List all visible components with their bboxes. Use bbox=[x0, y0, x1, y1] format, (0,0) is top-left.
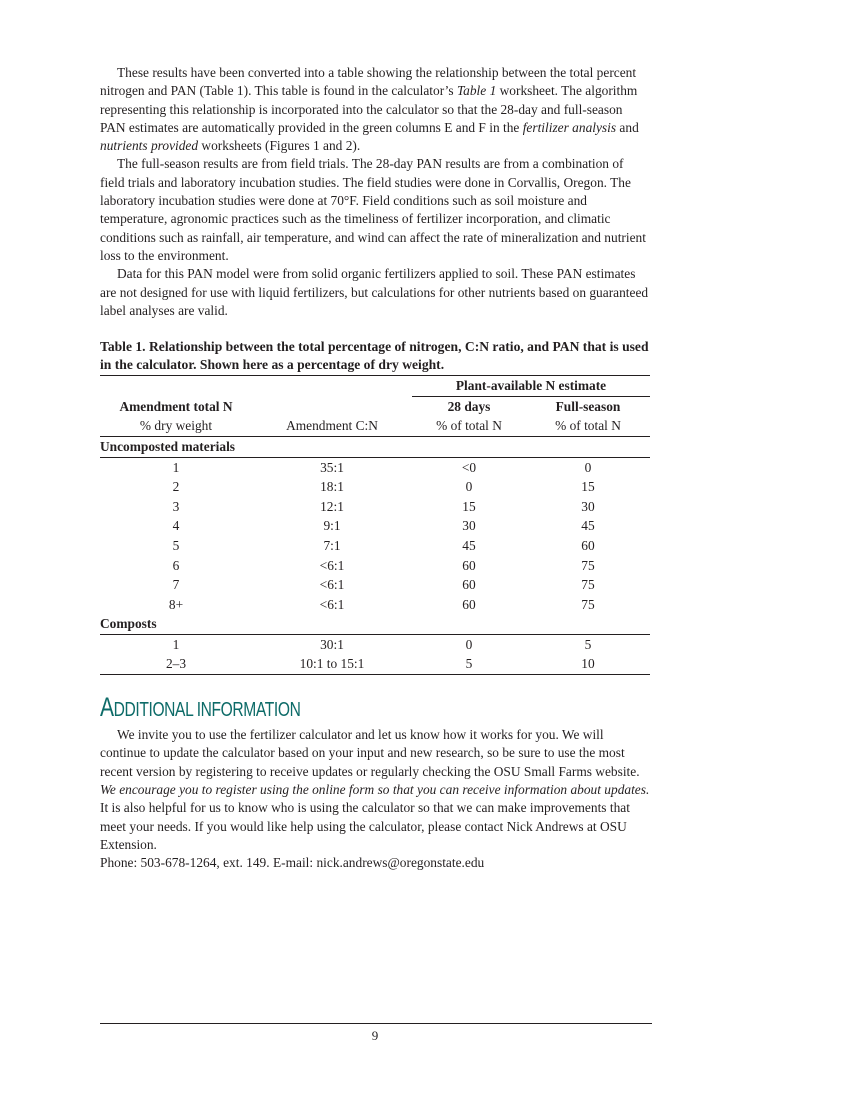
table-cell: 35:1 bbox=[320, 459, 344, 475]
col1-header-line1: Amendment total N bbox=[119, 398, 233, 414]
contact-line: Phone: 503-678-1264, ext. 149. E-mail: nick.andrews@oregonstate.edu bbox=[100, 855, 485, 871]
table-row bbox=[100, 457, 650, 477]
table-cell: 60 bbox=[462, 557, 476, 573]
table-cell: 75 bbox=[581, 577, 595, 593]
table-cell: 6 bbox=[172, 557, 180, 573]
section-label: Uncomposted materials bbox=[100, 436, 650, 457]
intro-paragraph-1 bbox=[100, 64, 650, 155]
col3-header-line1: 28 days bbox=[447, 398, 491, 414]
section-row-composts bbox=[100, 614, 650, 634]
header-blank bbox=[252, 396, 412, 416]
section-heading bbox=[100, 693, 529, 724]
text-run: These results have been converted into a table showing the relationship between the total percent nitrogen and PAN (Table 1). This table is found in the calculator’s bbox=[100, 65, 637, 99]
table-cell: 0 bbox=[465, 636, 473, 652]
table-cell: <6:1 bbox=[319, 596, 345, 612]
italic-run: We encourage you to register using the online form so that you can receive information about updates. bbox=[100, 781, 650, 797]
header-blank bbox=[252, 376, 412, 397]
table-row bbox=[100, 536, 650, 556]
pan-table bbox=[100, 375, 650, 675]
section-row-uncomposted bbox=[100, 436, 650, 457]
table-row bbox=[100, 575, 650, 595]
text-run: It is also helpful for us to know who is using the calculator so that we can make improvements that meet your needs. If you would like help using the calculator, please contact Nick Andrews at OSU Extension. bbox=[100, 800, 630, 852]
table-cell: 4 bbox=[172, 518, 180, 534]
table-cell: 15 bbox=[581, 479, 595, 495]
table-cell: <6:1 bbox=[319, 557, 345, 573]
additional-paragraph bbox=[100, 726, 650, 854]
col4-header-line1: Full-season bbox=[555, 398, 621, 414]
table-cell: 8+ bbox=[168, 596, 184, 612]
table-cell: 75 bbox=[581, 596, 595, 612]
page-body bbox=[100, 64, 650, 872]
col1-header-line2: % dry weight bbox=[100, 416, 252, 436]
table-cell: 1 bbox=[172, 459, 180, 475]
table-row bbox=[100, 516, 650, 536]
table-cell: <0 bbox=[461, 459, 477, 475]
table-header-row-3 bbox=[100, 416, 650, 436]
table-cell: 75 bbox=[581, 557, 595, 573]
table-cell: 15 bbox=[462, 498, 476, 514]
italic-run: fertilizer analysis bbox=[522, 119, 617, 135]
table-cell: 60 bbox=[462, 596, 476, 612]
table-cell: 9:1 bbox=[323, 518, 341, 534]
table-row bbox=[100, 654, 650, 674]
table-row bbox=[100, 634, 650, 654]
table-cell: 7:1 bbox=[323, 537, 341, 553]
table-row bbox=[100, 477, 650, 497]
table-cell: 30 bbox=[462, 518, 476, 534]
table-header-row-1 bbox=[100, 376, 650, 397]
table-row bbox=[100, 595, 650, 615]
table-cell: 18:1 bbox=[320, 479, 344, 495]
table-header-row-2 bbox=[100, 396, 650, 416]
table-cell: 2 bbox=[172, 479, 180, 495]
text-run: worksheet. The algorithm representing this relationship is incorporated into the calculator so that the 28-day and full-season PAN estimates are automatically provided in the green columns E and F in the bbox=[100, 83, 638, 135]
table-row bbox=[100, 497, 650, 517]
italic-run: Table 1 bbox=[456, 83, 497, 99]
table-cell: 0 bbox=[465, 479, 473, 495]
table-row bbox=[100, 556, 650, 576]
table-cell: 30 bbox=[581, 498, 595, 514]
table-caption: Table 1. Relationship between the total percentage of nitrogen, C:N ratio, and PAN that is used in the calculator. Shown here as a percentage of dry weight. bbox=[100, 339, 649, 373]
col2-header: Amendment C:N bbox=[252, 416, 412, 436]
intro-paragraph-3: Data for this PAN model were from solid organic fertilizers applied to soil. These PAN estimates are not designed for use with liquid fertilizers, but calculations for other nutrients based on guaranteed label analyses are valid. bbox=[100, 266, 649, 318]
table-cell: 0 bbox=[584, 459, 592, 475]
page-number: 9 bbox=[371, 1028, 379, 1043]
table-cell: 2–3 bbox=[100, 654, 252, 674]
table-cell: 5 bbox=[584, 636, 592, 652]
section-label: Composts bbox=[100, 614, 650, 634]
table-cell: 12:1 bbox=[320, 498, 344, 514]
col4-header-line2: % of total N bbox=[526, 416, 650, 436]
table-cell: 5 bbox=[412, 654, 526, 674]
col3-header-line2: % of total N bbox=[412, 416, 526, 436]
italic-run: nutrients provided bbox=[100, 138, 199, 154]
header-blank bbox=[100, 376, 252, 397]
footer-rule bbox=[100, 1023, 652, 1024]
group-header: Plant-available N estimate bbox=[412, 376, 650, 397]
spacer bbox=[100, 320, 650, 338]
heading-rest: DDITIONAL INFORMATION bbox=[113, 699, 301, 722]
table-cell: 10:1 to 15:1 bbox=[252, 654, 412, 674]
table-cell: 7 bbox=[172, 577, 180, 593]
text-run: worksheets (Figures 1 and 2). bbox=[198, 138, 361, 154]
rows-composts bbox=[100, 634, 650, 674]
text-run: We invite you to use the fertilizer calculator and let us know how it works for you. We will continue to update the calculator based on your input and new research, so be sure to use the most recent version by registering to receive updates or regularly checking the OSU Small Farms website. bbox=[100, 727, 640, 779]
rows-uncomposted bbox=[100, 457, 650, 614]
table-cell: 10 bbox=[526, 654, 650, 674]
table-cell: 60 bbox=[581, 537, 595, 553]
table-cell: 45 bbox=[462, 537, 476, 553]
table-cell: 5 bbox=[172, 537, 180, 553]
table-cell: <6:1 bbox=[319, 577, 345, 593]
table-cell: 3 bbox=[172, 498, 180, 514]
table-cell: 1 bbox=[172, 636, 180, 652]
intro-paragraph-2: The full-season results are from field trials. The 28-day PAN results are from a combination of field trials and laboratory incubation studies. The field studies were done in Corvallis, Oregon. The laboratory incubation studies were done at 70°F. Field conditions such as soil moisture and temperature, agronomic practices such as the timeliness of fertilizer incorporation, and climatic conditions such as rainfall, air temperature, and wind can affect the rate of mineralization and nutrient loss to the environment. bbox=[100, 156, 646, 263]
table-cell: 60 bbox=[462, 577, 476, 593]
heading-initial: A bbox=[100, 692, 114, 723]
text-run: and bbox=[616, 119, 639, 135]
table-cell: 45 bbox=[581, 518, 595, 534]
table-cell: 30:1 bbox=[320, 636, 344, 652]
